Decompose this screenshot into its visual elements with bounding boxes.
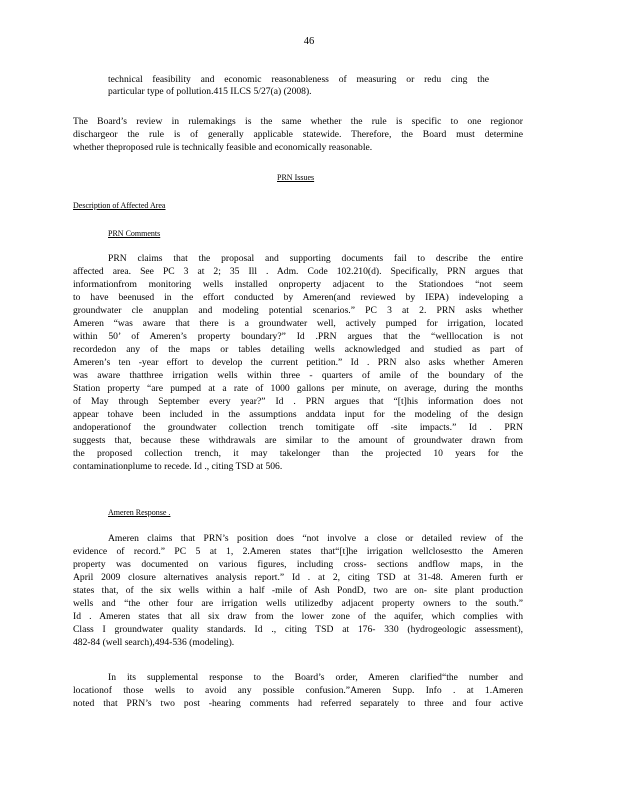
paragraph-line: dischargeor the rule is of generally applicable statewide. Therefore, the Board must determine [73,129,523,140]
heading-prn-issues: PRN Issues [277,173,315,182]
paragraph-line: Class I groundwater quality standards. Id ., citing TSD at 176- 330 (hydrogeologic assessment), [73,624,523,635]
paragraph-line: within 50’ of Ameren’s property boundary?” Id .PRN argues that the “welllocation is not [73,331,523,342]
page-number: 46 [303,36,315,47]
paragraph-line: Ameren claims that PRN’s position does “not involve a close or detailed review of the [108,533,523,544]
quote-line: particular type of pollution.415 ILCS 5/27(a) (2008). [108,86,312,97]
paragraph-line: appear tohave been included in the assumptions anddata input for the modeling of the design [73,409,523,420]
paragraph-line: to have beenused in the effort conducted by Ameren(and reviewed by IEPA) indeveloping a [73,292,523,303]
paragraph-line: Station property “are pumped at a rate of 1000 gallons per minute, on average, during the months [73,383,523,394]
paragraph-line: Id . Ameren states that all six draw from the lower zone of the aquifer, which complies with [73,611,523,622]
paragraph-line: recordedon any of the maps or tables detailing wells acknowledged and studied as part of [73,344,523,355]
paragraph-line: suggests that, because these withdrawals are similar to the amount of groundwater drawn from [73,435,523,446]
paragraph-line: In its supplemental response to the Board’s order, Ameren clarified“the number and [108,672,523,683]
paragraph-line: contaminationplume to recede. Id ., citing TSD at 506. [73,461,283,472]
paragraph-line: noted that PRN’s two post -hearing comments had referred separately to three and four active [73,698,523,709]
paragraph-line: whether theproposed rule is technically feasible and economically reasonable. [73,142,373,153]
paragraph-line: informationfrom monitoring wells installed onproperty adjacent to the Stationdoes “not seem [73,279,523,290]
paragraph-line: 482-84 (well search),494-536 (modeling). [73,637,235,648]
paragraph-line: Ameren’s ten -year effort to develop the current petition.” Id . PRN also asks whether Ameren [73,357,523,368]
paragraph-line: the proposed collection trench, it may takelonger than the projected 10 years for the [73,448,523,459]
heading-ameren-response: Ameren Response . [108,508,171,517]
paragraph-line: andoperationof the groundwater collection trench tomitigate off -site impacts.” Id . PRN [73,422,523,433]
paragraph-line: PRN claims that the proposal and supporting documents fail to describe the entire [108,253,523,264]
paragraph-line: groundwater cle anupplan and modeling potential scenarios.” PC 3 at 2. PRN asks whether [73,305,523,316]
paragraph-line: Ameren “was aware that there is a groundwater well, actively pumped for irrigation, located [73,318,523,329]
heading-description: Description of Affected Area [73,201,166,210]
paragraph-line: was aware thatthree irrigation wells within three - quarters of amile of the boundary of the [73,370,523,381]
paragraph-line: evidence of record.” PC 5 at 1, 2.Ameren states that“[t]he irrigation wellclosestto the Ameren [73,546,523,557]
quote-line: technical feasibility and economic reasonableness of measuring or redu cing the [108,74,489,85]
paragraph-line: states that, of the six wells within a half -mile of Ash PondD, two are on- site plant production [73,585,523,596]
paragraph-line: affected area. See PC 3 at 2; 35 Ill . Adm. Code 102.210(d). Specifically, PRN argues that [73,266,523,277]
paragraph-line: property was documented on various figures, including cross- sections andflow maps, in the [73,559,523,570]
heading-prn-comments: PRN Comments [108,229,161,238]
paragraph-line: April 2009 closure alternatives analysis report.” Id . at 2, citing TSD at 31-48. Ameren furth er [73,572,523,583]
paragraph-line: The Board’s review in rulemakings is the same whether the rule is specific to one regionor [73,116,523,127]
paragraph-line: locationof those wells to avoid any possible confusion.”Ameren Supp. Info . at 1.Ameren [73,685,523,696]
paragraph-line: wells and “the other four are irrigation wells utilizedby adjacent property owners to the south.” [73,598,523,609]
paragraph-line: of May through September every year?” Id . PRN argues that “[t]his information does not [73,396,523,407]
